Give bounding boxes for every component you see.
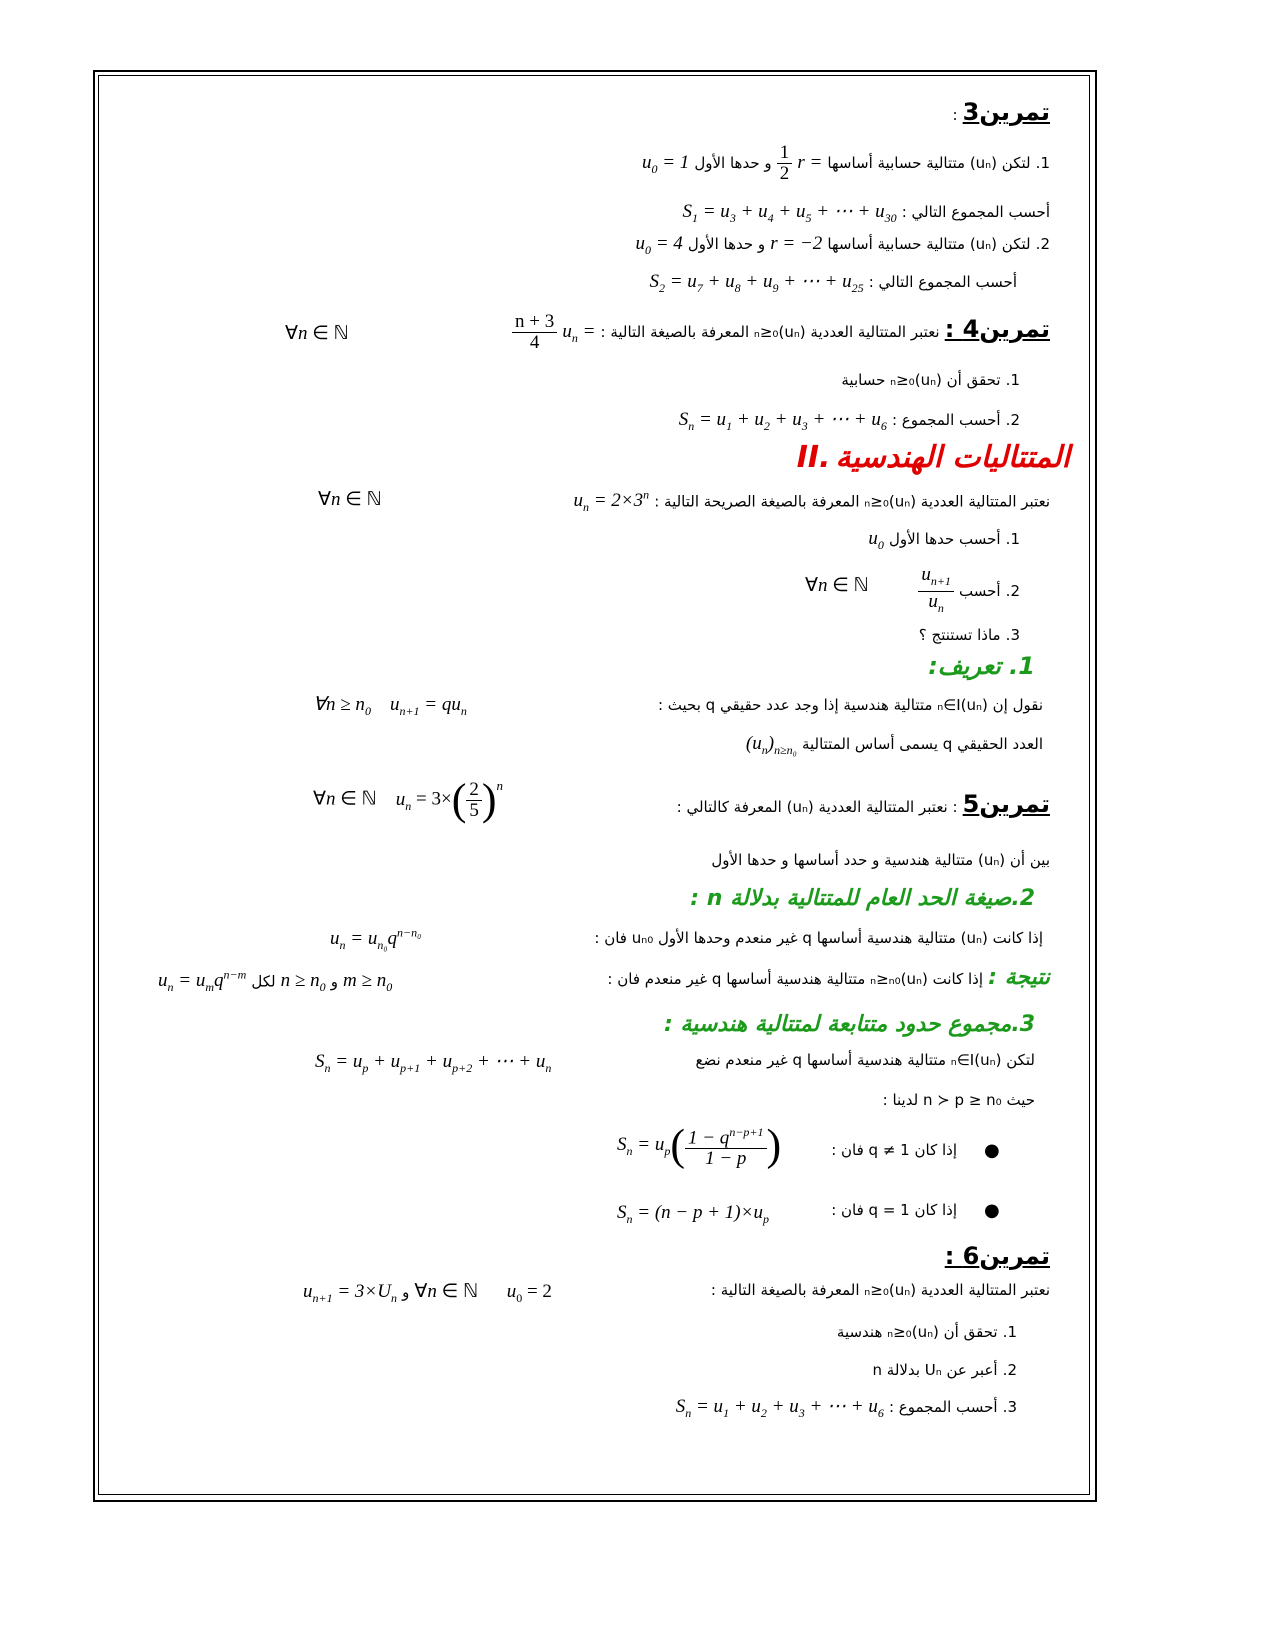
sum-section-line-2 — [883, 1090, 1035, 1109]
sum-case-1-text: إذا كان q ≠ 1 فان : — [831, 1141, 957, 1159]
sum-case-2-formula: $S_n = (n - p + 1)\times u_p$ — [617, 1202, 769, 1226]
sum-section-title: 3.مجموع حدود متتابعة لمتتالية هندسية : — [663, 1012, 1035, 1037]
general-term-text: إذا كانت (uₙ) متتالية هندسية أساسها q غير منعدم وحدها الأول uₙ₀ فان : — [594, 929, 1043, 947]
definition-title: 1. تعريف: — [928, 652, 1035, 680]
ex6-q2-number: 2. — [1002, 1361, 1017, 1379]
exercise-3-title: تمرين3 — [962, 98, 1050, 126]
exercise-6-q1 — [837, 1322, 1017, 1341]
ex6-q1-number: 1. — [1002, 1323, 1017, 1341]
s2-q2-number: 2. — [1005, 581, 1020, 600]
section-2-q3 — [919, 625, 1020, 644]
exercise-6-formula: ∀n ∈ ℕ $u_0 = 2$ و $u_{n+1} = 3\times U_n$ — [303, 1281, 552, 1305]
q1-sum-label: أحسب المجموع التالي : — [901, 203, 1050, 221]
exercise-3-q2 — [635, 233, 1050, 258]
s2-q3-number: 3. — [1005, 626, 1020, 644]
ex6-q1-text: تحقق أن (uₙ)ₙ≥₀ هندسية — [836, 1323, 998, 1341]
consequence-and: و — [330, 972, 338, 991]
exercise-6-q3 — [676, 1395, 1017, 1421]
consequence-line — [607, 965, 1050, 990]
q2-first-label: و حدها الأول — [687, 235, 766, 253]
section-2-intro — [573, 488, 1050, 515]
s2-q1-text: أحسب حدها الأول — [889, 530, 1001, 548]
section-2-roman: II. — [796, 440, 831, 475]
exercise-4-formula: $u_n$ = — [562, 321, 596, 345]
q2-number: 2. — [1035, 235, 1050, 253]
general-term-heading — [690, 886, 1035, 911]
exercise-6-q2 — [873, 1360, 1018, 1379]
exercise-3-q2-sum — [649, 270, 1017, 296]
section-2-heading — [797, 440, 1070, 475]
definition-formula: ∀n ≥ $n_0$ $u_{n+1} = qu_n$ — [313, 694, 467, 718]
q2-sum-formula: $S_2 = u_7 + u_8 + u_9$ + ⋯ + $u_{25}$ — [649, 271, 864, 295]
exercise-5-formula: ∀n ∈ ℕ $u_n = 3\times$( $\frac{2}{5}$ )$^n$ — [313, 775, 504, 824]
consequence-title: نتيجة : — [988, 965, 1050, 990]
consequence-formula: $m \ge n_0$ و $n \ge n_0$ لكل $u_n = u_mq^{n-m}$ — [158, 968, 393, 995]
sum-section-line-1 — [695, 1050, 1035, 1069]
exercise-6-title: تمرين6 : — [944, 1242, 1050, 1270]
exercise-4-q1 — [841, 370, 1020, 389]
definition-line-2 — [746, 733, 1043, 758]
exercise-5-title: تمرين5 — [962, 790, 1050, 818]
general-term-formula: $u_n = u_{n_0}q^{n-n_0}$ — [330, 926, 422, 953]
general-term-title: 2.صيغة الحد العام للمتتالية بدلالة n : — [690, 886, 1035, 911]
sum-section-line-2-text: حيث n ≻ p ≥ n₀ لدينا : — [882, 1091, 1035, 1109]
exercise-4-fraction: $\frac{n + 3}{4}$ — [512, 312, 557, 353]
exercise-4-q2 — [679, 408, 1020, 434]
section-2-q2 — [918, 565, 1020, 618]
section-2-title: المتتاليات الهندسية — [835, 440, 1070, 475]
definition-line-1-text: نقول إن (uₙ)ₙ∈I متتالية هندسية إذا وجد عدد حقيقي q بحيث : — [657, 696, 1043, 714]
s2-q3-text: ماذا تستنتج ؟ — [918, 626, 1001, 644]
ex4-q2-formula: $S_n = u_1 + u_2 + u_3$ + ⋯ + $u_6$ — [678, 409, 887, 433]
q2-text: لتكن (uₙ) متتالية حسابية أساسها — [827, 235, 1031, 253]
sum-section-formula: $S_n = u_p + u_{p+1} + u_{p+2}$ + ⋯ + $u_n$ — [315, 1051, 552, 1075]
q2-ratio: r = −2 — [770, 233, 823, 254]
case-2-bullet: ● — [984, 1200, 1000, 1221]
definition-heading — [928, 652, 1035, 680]
section-2-intro-text: نعتبر المتتالية العددية (uₙ)ₙ≥₀ المعرفة بالصيغة الصريحة التالية : — [654, 492, 1050, 511]
q2-first-term: $u_0 = 4$ — [635, 233, 683, 257]
q1-ratio-fraction: $\frac{1}{2}$ — [777, 143, 793, 184]
q2-sum-label: أحسب المجموع التالي : — [868, 273, 1017, 291]
q1-first-term: $u_0 = 1$ — [641, 152, 690, 176]
exercise-5-intro: : نعتبر المتتالية العددية (uₙ) المعرفة كالتالي : — [676, 798, 958, 816]
exercise-6-intro — [711, 1280, 1050, 1299]
q1-number: 1. — [1035, 154, 1050, 172]
ex4-q2-text: أحسب المجموع : — [891, 411, 1001, 429]
s2-q1-number: 1. — [1005, 530, 1020, 548]
sum-section-heading — [664, 1012, 1035, 1037]
exercise-5-question — [711, 850, 1050, 869]
consequence-text: إذا كانت (uₙ)ₙ≥ₙ₀ متتالية هندسية أساسها q غير منعدم فان : — [607, 970, 984, 988]
exercise-4-forall: ∀n ∈ ℕ — [285, 323, 349, 344]
exercise-6-intro-text: نعتبر المتتالية العددية (uₙ)ₙ≥₀ المعرفة بالصيغة التالية : — [710, 1281, 1050, 1299]
q1-sum-formula: $S_1 = u_3 + u_4 + u_5$ + ⋯ + $u_{30}$ — [682, 201, 897, 225]
q1-first-label: و حدها الأول — [694, 154, 772, 172]
section-2-forall: ∀n ∈ ℕ — [318, 489, 382, 510]
q1-ratio: r = — [797, 152, 823, 173]
q1-text: لتكن (uₙ) متتالية حسابية أساسها — [827, 154, 1031, 172]
ex6-q3-number: 3. — [1002, 1398, 1017, 1416]
exercise-4-title: تمرين4 : — [944, 315, 1050, 343]
s2-q2-text: أحسب — [959, 581, 1001, 600]
exercise-3-colon: : — [952, 106, 958, 124]
exercise-6-and: و — [402, 1283, 410, 1301]
ex4-q1-text: تحقق أن (uₙ)ₙ≥₀ حسابية — [841, 371, 1001, 389]
sum-section-line-1-text: لتكن (uₙ)ₙ∈I متتالية هندسية أساسها q غير منعدم نضع — [695, 1051, 1035, 1069]
case-1-bullet: ● — [984, 1140, 1000, 1161]
definition-line-1 — [658, 695, 1043, 714]
sum-case-1 — [831, 1140, 957, 1159]
exercise-3-q1 — [642, 143, 1050, 184]
section-2-formula: $u_n = 2\times 3^n$ — [573, 488, 650, 515]
ex4-q2-number: 2. — [1005, 411, 1020, 429]
exercise-3-heading — [953, 98, 1051, 126]
exercise-5-heading — [677, 790, 1050, 818]
consequence-for-all: لكل — [251, 972, 276, 991]
exercise-4-intro: نعتبر المتتالية العددية (uₙ)ₙ≥₀ المعرفة بالصيغة التالية : — [600, 323, 940, 341]
sum-case-1-formula: $S_n = u_p$( $\frac{1 - q^{n-p+1}}{1 - p}$ ) — [617, 1120, 782, 1170]
section-2-q1 — [868, 528, 1020, 553]
exercise-6-heading — [945, 1242, 1050, 1270]
ex6-q2-text: أعبر عن Uₙ بدلالة n — [872, 1361, 998, 1379]
section-2-q2-forall: ∀n ∈ ℕ — [805, 575, 869, 596]
s2-q2-fraction: $\frac{u_{n+1}}{u_n}$ — [918, 565, 954, 618]
general-term-line — [594, 928, 1043, 947]
s2-q1-term: $u_0$ — [868, 528, 884, 552]
exercise-5-question-text: بين أن (uₙ) متتالية هندسية و حدد أساسها و حدها الأول — [711, 851, 1050, 869]
sum-case-2-text: إذا كان q = 1 فان : — [831, 1201, 957, 1219]
ex6-q3-formula: $S_n = u_1 + u_2 + u_3$ + ⋯ + $u_6$ — [675, 1396, 884, 1420]
exercise-3-q1-sum — [682, 200, 1050, 226]
ex6-q3-text: أحسب المجموع : — [888, 1398, 998, 1416]
exercise-4-heading — [512, 312, 1050, 353]
definition-sequence: $(u_n)_{n\ge n_0}$ — [745, 733, 797, 757]
definition-line-2-text: العدد الحقيقي q يسمى أساس المتتالية — [801, 735, 1043, 753]
ex4-q1-number: 1. — [1005, 371, 1020, 389]
sum-case-2 — [831, 1200, 957, 1219]
